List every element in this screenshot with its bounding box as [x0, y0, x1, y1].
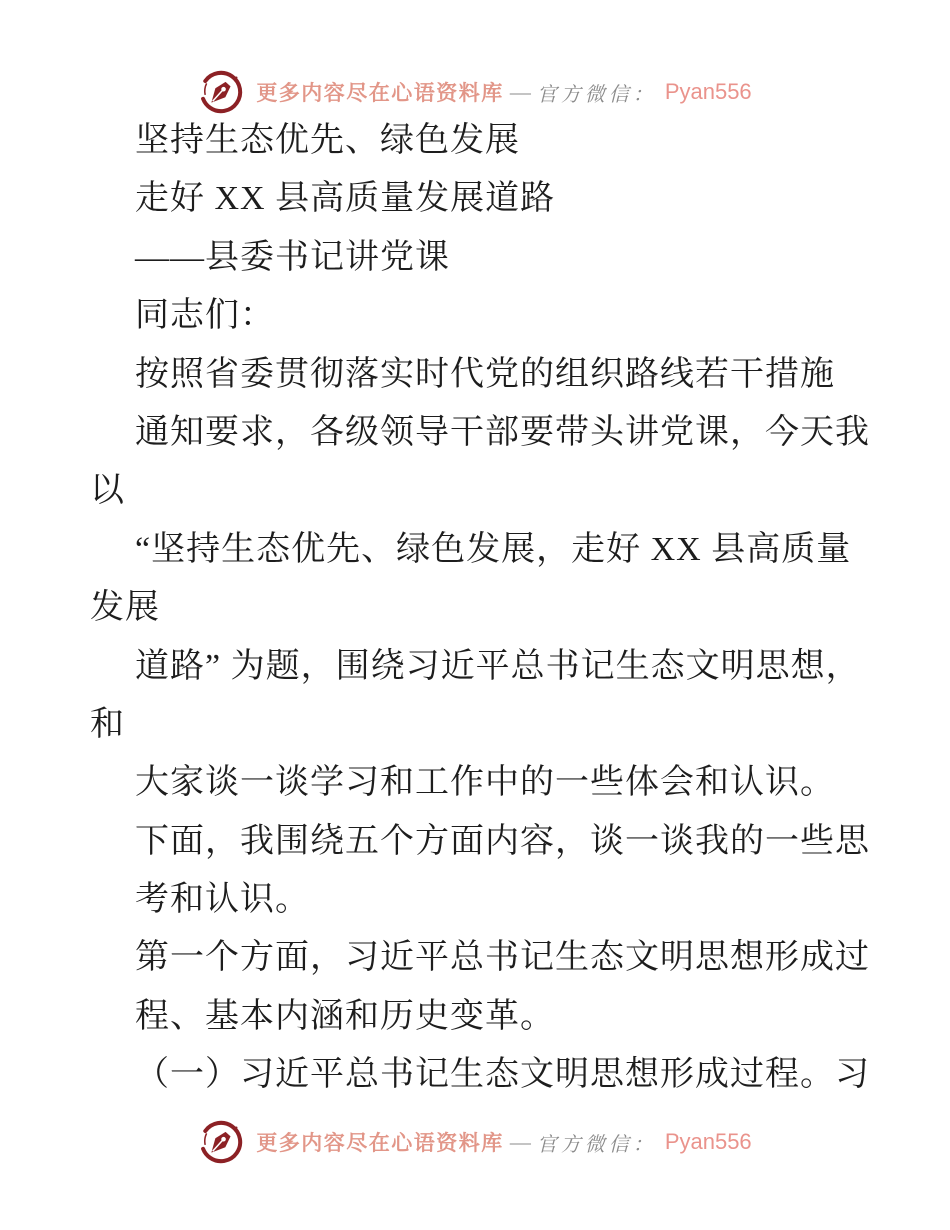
text-line: 考和认识。: [135, 881, 310, 919]
text-line: 按照省委贯彻落实时代党的组织路线若干措施: [135, 355, 835, 393]
pen-nib-logo-icon: [198, 69, 244, 115]
text-line: 下面，我围绕五个方面内容，谈一谈我的一些思: [135, 822, 870, 860]
text-line: 程、基本内涵和历史变革。: [135, 997, 555, 1035]
watermark-separator: —: [509, 1129, 531, 1154]
pen-nib-logo-icon: [198, 1119, 244, 1165]
text-line: 坚持生态优先、绿色发展: [135, 122, 520, 159]
watermark-site-text: 更多内容尽在心语资料库: [256, 1131, 504, 1155]
text-line: ——县委书记讲党课: [135, 238, 450, 276]
wechat-id: Pyan556: [664, 79, 752, 104]
wechat-label: 官方微信：: [536, 83, 657, 106]
text-line: （一）习近平总书记生态文明思想形成过程。习: [135, 1056, 870, 1094]
text-line: 同志们：: [135, 297, 275, 335]
text-line: 第一个方面，习近平总书记生态文明思想形成过: [135, 939, 870, 977]
text-line: 大家谈一谈学习和工作中的一些体会和认识。: [135, 764, 835, 802]
watermark-site-text: 更多内容尽在心语资料库: [256, 81, 504, 105]
text-line: 以: [90, 472, 125, 510]
wechat-label: 官方微信：: [536, 1133, 657, 1156]
watermark-footer: [0, 1118, 950, 1166]
text-line: 和: [90, 705, 125, 743]
document-body: [90, 112, 920, 1105]
watermark-header: [0, 68, 950, 116]
text-line: 道路” 为题，围绕习近平总书记生态文明思想，: [135, 647, 861, 685]
text-line: “坚持生态优先、绿色发展，走好 XX 县高质量: [135, 530, 852, 568]
text-line: 通知要求，各级领导干部要带头讲党课，今天我: [135, 413, 870, 451]
watermark-separator: —: [509, 79, 531, 104]
text-line: 发展: [90, 589, 160, 627]
wechat-id: Pyan556: [664, 1129, 752, 1154]
text-line: 走好 XX 县高质量发展道路: [135, 180, 556, 218]
